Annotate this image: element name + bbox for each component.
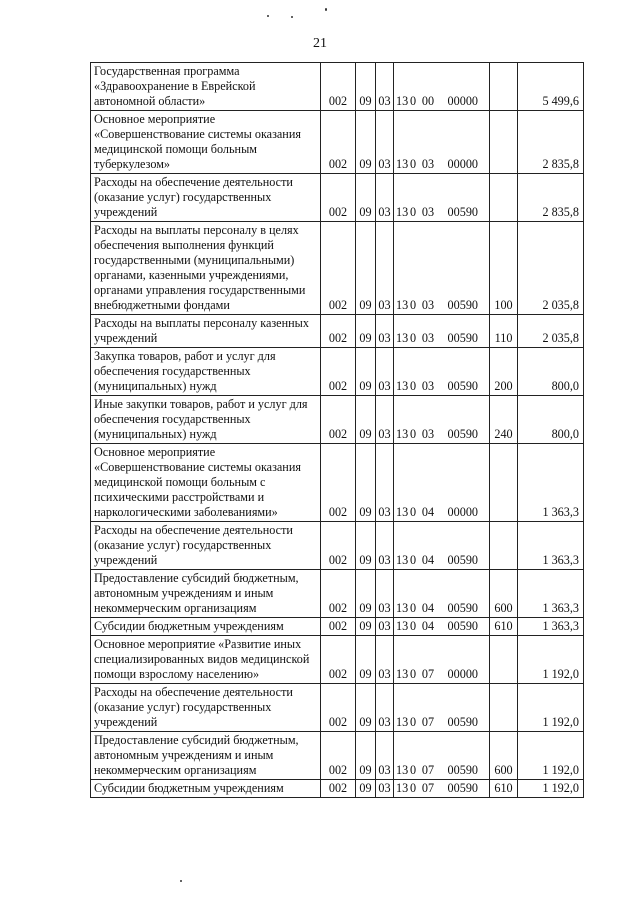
sum-cell: 2 835,8	[518, 174, 584, 222]
vr-cell	[490, 63, 518, 111]
ved-cell: 002	[321, 111, 356, 174]
target-article-cell	[394, 396, 490, 444]
target-article-cell	[394, 618, 490, 636]
target-article-cell	[394, 315, 490, 348]
target-article-part: 03	[421, 331, 435, 345]
sum-cell: 1 192,0	[518, 636, 584, 684]
table-row	[91, 522, 584, 570]
vr-cell: 100	[490, 222, 518, 315]
target-article-part: 0	[409, 331, 417, 345]
rz-cell: 09	[356, 444, 376, 522]
target-article-cell	[394, 174, 490, 222]
table-row	[91, 618, 584, 636]
pr-cell: 03	[376, 684, 394, 732]
sum-cell: 1 363,3	[518, 444, 584, 522]
rz-cell: 09	[356, 684, 376, 732]
target-article-part: 00590	[447, 427, 478, 441]
target-article-part: 13	[396, 505, 409, 519]
target-article-part: 13	[396, 379, 409, 393]
ved-cell: 002	[321, 63, 356, 111]
target-article-part: 00000	[447, 157, 478, 171]
ved-cell: 002	[321, 732, 356, 780]
sum-cell: 2 835,8	[518, 111, 584, 174]
ved-cell: 002	[321, 348, 356, 396]
pr-cell: 03	[376, 63, 394, 111]
target-article-part: 04	[421, 553, 435, 567]
rz-cell: 09	[356, 732, 376, 780]
sum-cell: 2 035,8	[518, 222, 584, 315]
target-article-cell	[394, 111, 490, 174]
table-row	[91, 111, 584, 174]
rz-cell: 09	[356, 522, 376, 570]
pr-cell: 03	[376, 444, 394, 522]
ved-cell: 002	[321, 618, 356, 636]
rz-cell: 09	[356, 570, 376, 618]
target-article-part: 13	[396, 619, 409, 633]
name-cell: Расходы на обеспечение деятельности (оказание услуг) государственных учреждений	[91, 684, 321, 732]
name-cell: Закупка товаров, работ и услуг для обеспечения государственных (муниципальных) нужд	[91, 348, 321, 396]
pr-cell: 03	[376, 111, 394, 174]
name-cell: Предоставление субсидий бюджетным, автономным учреждениям и иным некоммерческим организациям	[91, 570, 321, 618]
sum-cell: 5 499,6	[518, 63, 584, 111]
target-article-part: 13	[396, 205, 409, 219]
target-article-part: 03	[421, 298, 435, 312]
pr-cell: 03	[376, 348, 394, 396]
pr-cell: 03	[376, 618, 394, 636]
pr-cell: 03	[376, 636, 394, 684]
rz-cell: 09	[356, 63, 376, 111]
ved-cell: 002	[321, 780, 356, 798]
target-article-cell	[394, 732, 490, 780]
target-article-cell	[394, 570, 490, 618]
scan-speck	[180, 880, 182, 882]
sum-cell: 800,0	[518, 348, 584, 396]
target-article-cell	[394, 636, 490, 684]
target-article-part: 13	[396, 553, 409, 567]
ved-cell: 002	[321, 636, 356, 684]
name-cell: Субсидии бюджетным учреждениям	[91, 618, 321, 636]
name-cell: Расходы на обеспечение деятельности (оказание услуг) государственных учреждений	[91, 174, 321, 222]
ved-cell: 002	[321, 174, 356, 222]
target-article-part: 00590	[447, 379, 478, 393]
sum-cell: 1 363,3	[518, 618, 584, 636]
table-row	[91, 348, 584, 396]
ved-cell: 002	[321, 570, 356, 618]
sum-cell: 1 192,0	[518, 732, 584, 780]
target-article-part: 03	[421, 427, 435, 441]
target-article-part: 13	[396, 667, 409, 681]
pr-cell: 03	[376, 222, 394, 315]
target-article-part: 04	[421, 601, 435, 615]
target-article-part: 04	[421, 619, 435, 633]
ved-cell: 002	[321, 684, 356, 732]
pr-cell: 03	[376, 396, 394, 444]
target-article-part: 00590	[447, 553, 478, 567]
table-row	[91, 732, 584, 780]
sum-cell: 2 035,8	[518, 315, 584, 348]
sum-cell: 1 363,3	[518, 570, 584, 618]
target-article-part: 00000	[447, 94, 478, 108]
name-cell: Основное мероприятие «Развитие иных специализированных видов медицинской помощи взрослому населению»	[91, 636, 321, 684]
target-article-part: 07	[421, 763, 435, 777]
vr-cell: 240	[490, 396, 518, 444]
target-article-part: 07	[421, 781, 435, 795]
sum-cell: 800,0	[518, 396, 584, 444]
rz-cell: 09	[356, 222, 376, 315]
target-article-part: 03	[421, 379, 435, 393]
target-article-part: 0	[409, 715, 417, 729]
vr-cell	[490, 174, 518, 222]
target-article-part: 0	[409, 94, 417, 108]
target-article-part: 03	[421, 157, 435, 171]
target-article-part: 13	[396, 781, 409, 795]
vr-cell: 200	[490, 348, 518, 396]
target-article-part: 0	[409, 553, 417, 567]
table-row	[91, 570, 584, 618]
vr-cell: 110	[490, 315, 518, 348]
sum-cell: 1 363,3	[518, 522, 584, 570]
target-article-part: 00590	[447, 619, 478, 633]
ved-cell: 002	[321, 396, 356, 444]
target-article-part: 0	[409, 781, 417, 795]
pr-cell: 03	[376, 570, 394, 618]
target-article-part: 07	[421, 667, 435, 681]
target-article-part: 00590	[447, 205, 478, 219]
vr-cell	[490, 684, 518, 732]
table-row	[91, 396, 584, 444]
pr-cell: 03	[376, 780, 394, 798]
target-article-cell	[394, 522, 490, 570]
scan-speck	[291, 16, 293, 18]
vr-cell	[490, 522, 518, 570]
target-article-part: 13	[396, 157, 409, 171]
table-row	[91, 222, 584, 315]
target-article-part: 0	[409, 379, 417, 393]
target-article-part: 00590	[447, 331, 478, 345]
target-article-part: 07	[421, 715, 435, 729]
vr-cell: 610	[490, 618, 518, 636]
target-article-part: 00590	[447, 298, 478, 312]
target-article-part: 13	[396, 763, 409, 777]
target-article-part: 0	[409, 205, 417, 219]
target-article-part: 0	[409, 157, 417, 171]
target-article-part: 13	[396, 331, 409, 345]
rz-cell: 09	[356, 174, 376, 222]
table-row	[91, 174, 584, 222]
budget-table	[90, 62, 584, 798]
target-article-part: 13	[396, 427, 409, 441]
rz-cell: 09	[356, 315, 376, 348]
rz-cell: 09	[356, 636, 376, 684]
vr-cell: 610	[490, 780, 518, 798]
target-article-cell	[394, 780, 490, 798]
name-cell: Субсидии бюджетным учреждениям	[91, 780, 321, 798]
target-article-part: 13	[396, 715, 409, 729]
pr-cell: 03	[376, 315, 394, 348]
rz-cell: 09	[356, 111, 376, 174]
scan-speck	[325, 8, 327, 11]
vr-cell	[490, 111, 518, 174]
target-article-part: 0	[409, 667, 417, 681]
pr-cell: 03	[376, 522, 394, 570]
target-article-part: 0	[409, 298, 417, 312]
name-cell: Предоставление субсидий бюджетным, автономным учреждениям и иным некоммерческим организациям	[91, 732, 321, 780]
target-article-part: 03	[421, 205, 435, 219]
sum-cell: 1 192,0	[518, 684, 584, 732]
rz-cell: 09	[356, 618, 376, 636]
target-article-part: 00000	[447, 667, 478, 681]
pr-cell: 03	[376, 732, 394, 780]
target-article-part: 00000	[447, 505, 478, 519]
vr-cell	[490, 636, 518, 684]
target-article-cell	[394, 222, 490, 315]
name-cell: Иные закупки товаров, работ и услуг для обеспечения государственных (муниципальных) нужд	[91, 396, 321, 444]
target-article-part: 00	[421, 94, 435, 108]
target-article-part: 00590	[447, 781, 478, 795]
rz-cell: 09	[356, 348, 376, 396]
target-article-part: 0	[409, 601, 417, 615]
ved-cell: 002	[321, 522, 356, 570]
target-article-part: 00590	[447, 715, 478, 729]
ved-cell: 002	[321, 315, 356, 348]
vr-cell: 600	[490, 570, 518, 618]
target-article-part: 00590	[447, 763, 478, 777]
target-article-part: 04	[421, 505, 435, 519]
target-article-cell	[394, 63, 490, 111]
target-article-part: 0	[409, 619, 417, 633]
name-cell: Расходы на выплаты персоналу в целях обеспечения выполнения функций государственными (муниципальными) органами, казенными учреждениями, органами управления государственными внебюджетными фондами	[91, 222, 321, 315]
target-article-cell	[394, 444, 490, 522]
rz-cell: 09	[356, 780, 376, 798]
name-cell: Расходы на выплаты персоналу казенных учреждений	[91, 315, 321, 348]
rz-cell: 09	[356, 396, 376, 444]
ved-cell: 002	[321, 222, 356, 315]
table-row	[91, 636, 584, 684]
pr-cell: 03	[376, 174, 394, 222]
target-article-part: 0	[409, 427, 417, 441]
ved-cell: 002	[321, 444, 356, 522]
target-article-part: 13	[396, 94, 409, 108]
table-row	[91, 780, 584, 798]
target-article-part: 13	[396, 298, 409, 312]
name-cell: Расходы на обеспечение деятельности (оказание услуг) государственных учреждений	[91, 522, 321, 570]
table-row	[91, 315, 584, 348]
name-cell: Основное мероприятие «Совершенствование системы оказания медицинской помощи больным туберкулезом»	[91, 111, 321, 174]
table-row	[91, 684, 584, 732]
name-cell: Основное мероприятие «Совершенствование системы оказания медицинской помощи больным с психическими расстройствами и наркологическими заболеваниями»	[91, 444, 321, 522]
scan-speck	[267, 15, 269, 17]
page-number: 21	[313, 36, 327, 51]
vr-cell: 600	[490, 732, 518, 780]
target-article-part: 13	[396, 601, 409, 615]
vr-cell	[490, 444, 518, 522]
table-row	[91, 63, 584, 111]
name-cell: Государственная программа «Здравоохранение в Еврейской автономной области»	[91, 63, 321, 111]
target-article-part: 0	[409, 763, 417, 777]
target-article-cell	[394, 348, 490, 396]
sum-cell: 1 192,0	[518, 780, 584, 798]
target-article-cell	[394, 684, 490, 732]
table-row	[91, 444, 584, 522]
target-article-part: 0	[409, 505, 417, 519]
target-article-part: 00590	[447, 601, 478, 615]
